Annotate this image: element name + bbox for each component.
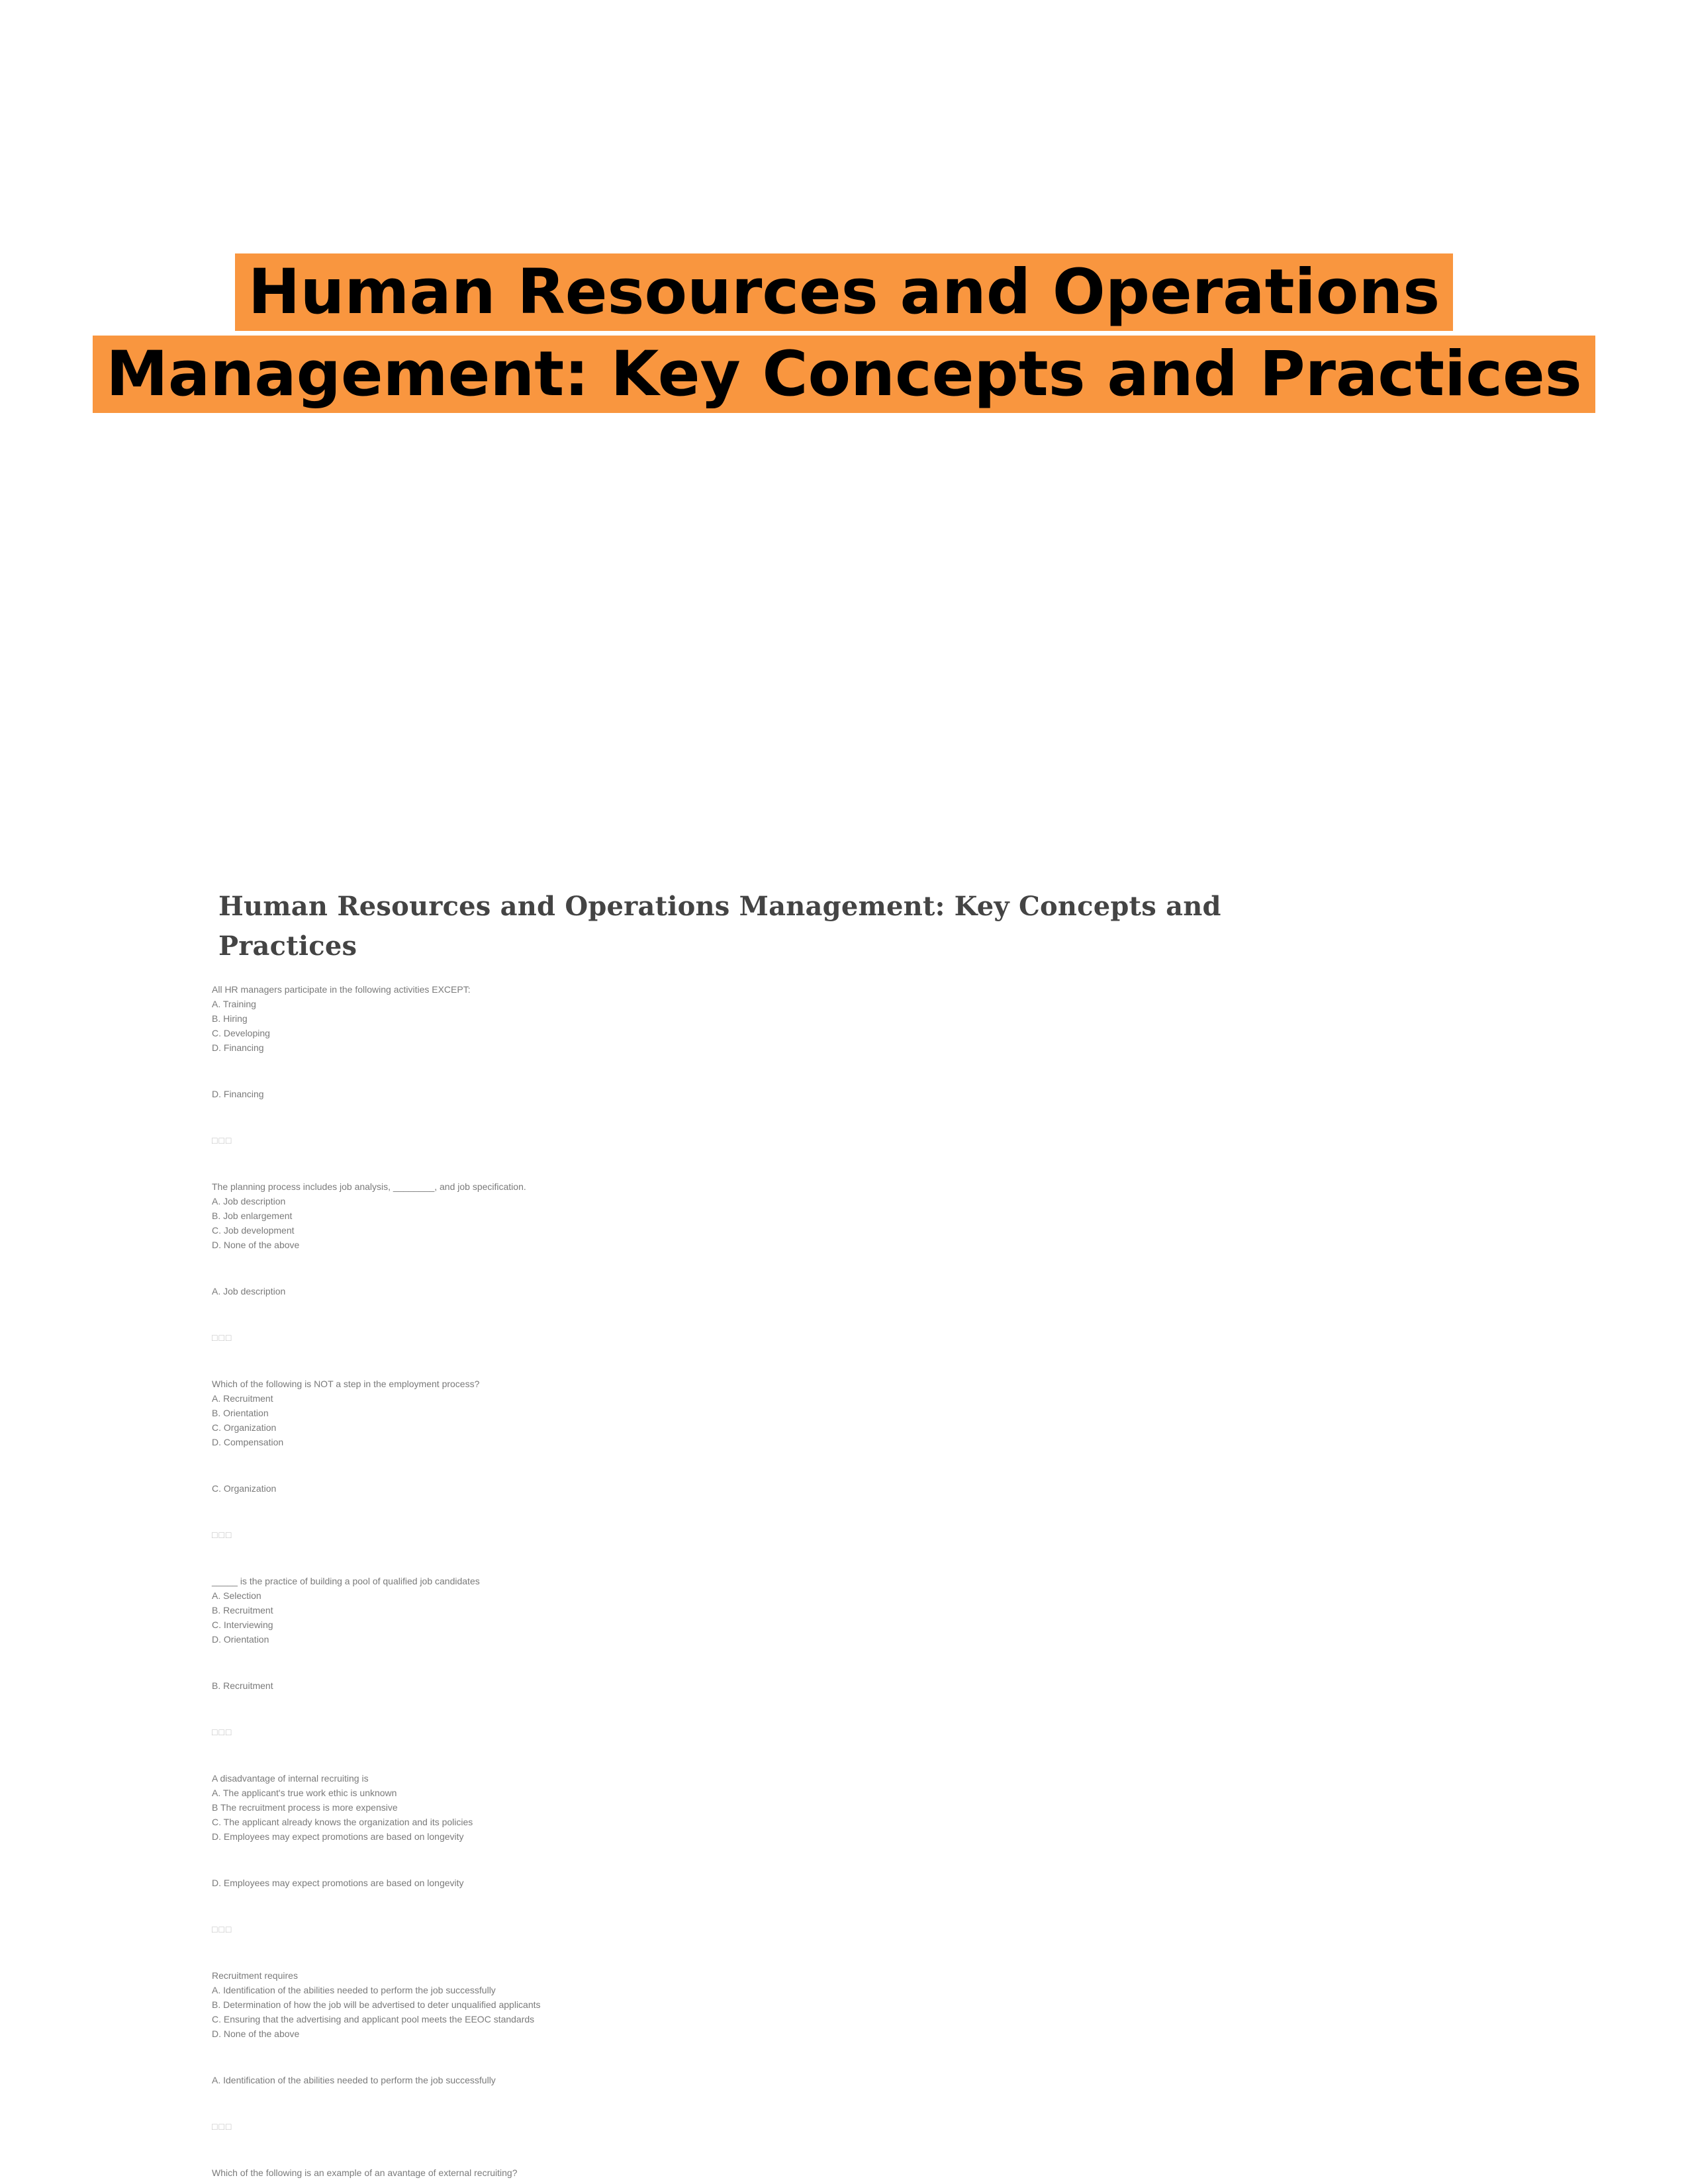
- question-option: D. None of the above: [212, 2028, 300, 2039]
- question-option: B The recruitment process is more expensive: [212, 1802, 398, 1813]
- question-option: D. None of the above: [212, 1240, 300, 1250]
- question-option: B. Recruitment: [212, 1605, 273, 1615]
- question-text: Recruitment requires: [212, 1970, 298, 1981]
- question-option: A. Identification of the abilities needed to perform the job successfully: [212, 1985, 496, 1995]
- cover-title-line2: Management: Key Concepts and Practices: [93, 336, 1595, 413]
- question-separator: □□□: [212, 1727, 233, 1737]
- question-block: [212, 1179, 1336, 1345]
- question-block: [212, 982, 1336, 1148]
- question-separator: □□□: [212, 1924, 233, 1934]
- question-separator: □□□: [212, 1529, 233, 1540]
- question-answer: D. Financing: [212, 1089, 264, 1099]
- question-text: A disadvantage of internal recruiting is: [212, 1773, 369, 1784]
- question-separator: □□□: [212, 1135, 233, 1146]
- question-option: A. Job description: [212, 1196, 286, 1206]
- question-list: [211, 982, 1336, 2180]
- question-option: A. Selection: [212, 1590, 261, 1601]
- question-answer: B. Recruitment: [212, 1680, 273, 1691]
- question-option: C. Ensuring that the advertising and applicant pool meets the EEOC standards: [212, 2014, 535, 2025]
- question-option: D. Financing: [212, 1042, 264, 1053]
- question-text: All HR managers participate in the following activities EXCEPT:: [212, 984, 471, 995]
- question-answer: A. Identification of the abilities needed to perform the job successfully: [212, 2075, 496, 2085]
- cover-title: [0, 251, 1688, 416]
- question-option: C. Organization: [212, 1422, 277, 1433]
- question-option: D. Employees may expect promotions are based on longevity: [212, 1831, 464, 1842]
- question-answer: A. Job description: [212, 1286, 286, 1297]
- question-option: A. Training: [212, 999, 256, 1009]
- question-text: The planning process includes job analysis, ________, and job specification.: [212, 1181, 526, 1192]
- question-option: C. Job development: [212, 1225, 295, 1236]
- question-option: C. Interviewing: [212, 1619, 273, 1630]
- preview-title: Human Resources and Operations Management: Key Concepts and Practices: [218, 891, 1221, 962]
- question-option: B. Determination of how the job will be advertised to deter unqualified applicants: [212, 1999, 541, 2010]
- question-text: _____ is the practice of building a pool of qualified job candidates: [212, 1576, 480, 1586]
- question-block: [212, 1574, 1336, 1739]
- question-separator: □□□: [212, 2121, 233, 2132]
- question-text: Which of the following is an example of an avantage of external recruiting?: [212, 2167, 518, 2178]
- question-separator: □□□: [212, 1332, 233, 1343]
- question-option: A. The applicant's true work ethic is unknown: [212, 1788, 397, 1798]
- question-option: D. Compensation: [212, 1437, 284, 1447]
- question-block: [212, 1377, 1336, 1542]
- question-answer: D. Employees may expect promotions are based on longevity: [212, 1878, 464, 1888]
- question-block: [212, 1968, 1336, 2134]
- question-block: [212, 1771, 1336, 1936]
- document-preview: [211, 887, 1336, 2184]
- question-option: C. Developing: [212, 1028, 270, 1038]
- question-option: B. Orientation: [212, 1408, 269, 1418]
- question-option: B. Hiring: [212, 1013, 248, 1024]
- cover-title-line1: Human Resources and Operations: [235, 253, 1453, 331]
- question-option: D. Orientation: [212, 1634, 269, 1645]
- question-option: B. Job enlargement: [212, 1210, 293, 1221]
- question-option: A. Recruitment: [212, 1393, 273, 1404]
- question-option: C. The applicant already knows the organization and its policies: [212, 1817, 473, 1827]
- question-text: Which of the following is NOT a step in the employment process?: [212, 1379, 480, 1389]
- question-answer: C. Organization: [212, 1483, 277, 1494]
- question-block: [212, 2165, 1336, 2180]
